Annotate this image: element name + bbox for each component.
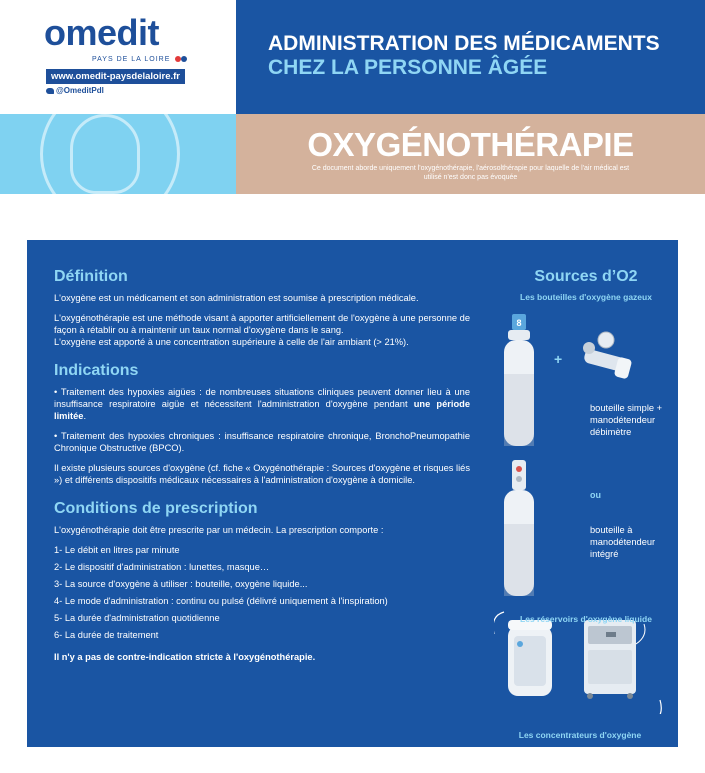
- indications-section: [54, 362, 470, 486]
- definition-p1: L'oxygène est un médicament et son administration est soumise à prescription médicale.: [54, 293, 419, 303]
- oxygen-bottle-icon: [504, 314, 534, 446]
- topic-title: OXYGÉNOTHÉRAPIE: [307, 126, 634, 163]
- logo-region: [92, 56, 187, 63]
- website-link[interactable]: www.omedit-paysdelaloire.fr: [46, 69, 185, 84]
- indications-p1-bold: une période limitée: [54, 399, 470, 421]
- twitter-icon: [46, 88, 54, 94]
- indications-p1-end: .: [83, 411, 87, 421]
- definition-p2: L'oxygénothérapie est une méthode visant à apporter artificiellement de l'oxygène à une personne de façon à rétablir ou à maintenir un taux normal d'oxygène dans le sang.: [54, 313, 470, 335]
- conditions-item: 2- Le dispositif d'administration : lunettes, masque…: [54, 562, 270, 572]
- title-banner: [236, 0, 705, 114]
- plus-sign: +: [554, 351, 563, 367]
- definition-p3: L'oxygène est apporté à une concentration supérieure à celle de l'air ambiant (> 21%).: [54, 337, 409, 347]
- title-line-2: CHEZ LA PERSONNE ÂGÉE: [268, 56, 548, 79]
- liquid-reservoirs-label: Les réservoirs d'oxygène liquide: [520, 614, 652, 624]
- left-column: [54, 268, 470, 673]
- conditions-item: 6- La durée de traitement: [54, 630, 159, 640]
- omedit-logo: omedit: [44, 12, 160, 53]
- indications-p3: Il existe plusieurs sources d'oxygène (cf. fiche « Oxygénothérapie : Sources d'oxygène et risques liés ») et différents dispositifs médicaux nécessaires à l'administration d'oxygène à domicile.: [54, 463, 470, 485]
- conditions-item: 1- Le débit en litres par minute: [54, 545, 180, 555]
- indications-p1: [54, 386, 470, 422]
- bottle2-description: bouteille à manodétendeur intégré: [590, 525, 656, 559]
- conditions-item: 5- La durée d'administration quotidienne: [54, 613, 220, 623]
- oxygen-bottle-integrated-icon: [504, 460, 534, 596]
- definition-section: [54, 268, 470, 348]
- logo-region-text: PAYS DE LA LOIRE: [92, 56, 171, 63]
- title-line-1: ADMINISTRATION DES MÉDICAMENTS: [268, 32, 660, 55]
- concentrators-label: Les concentrateurs d'oxygène: [518, 730, 642, 740]
- or-label: ou: [590, 490, 601, 500]
- definition-heading: Définition: [54, 268, 128, 285]
- right-column: [494, 268, 678, 740]
- decorative-band: [0, 114, 236, 194]
- oxygen-concentrator-icon: [584, 620, 645, 699]
- conditions-item: 3- La source d'oxygène à utiliser : bouteille, oxygène liquide...: [54, 579, 308, 589]
- conditions-note: Il n'y a pas de contre-indication stricte à l'oxygénothérapie.: [54, 652, 316, 662]
- region-dot-blue: [181, 56, 187, 62]
- concentrator-arrow: [644, 700, 661, 714]
- indications-heading: Indications: [54, 362, 139, 379]
- gas-bottles-label: Les bouteilles d'oxygène gazeux: [520, 292, 652, 302]
- pressure-regulator-icon: [583, 332, 632, 379]
- bottle1-description: bouteille simple + manodétendeur débimètre: [590, 403, 663, 437]
- conditions-heading: Conditions de prescription: [54, 500, 258, 517]
- sources-illustrations: [494, 314, 678, 714]
- svg-text:8: 8: [516, 318, 522, 328]
- topic-banner: [236, 114, 705, 194]
- twitter-text: @OmeditPdl: [56, 86, 104, 95]
- decorative-drop-icon: [70, 114, 140, 194]
- indications-p2: • Traitement des hypoxies chroniques : insuffisance respiratoire chronique, BronchoPneumopathie Chronique Obstructive (BPCO).: [54, 431, 470, 453]
- twitter-handle[interactable]: [46, 86, 104, 95]
- conditions-intro: L'oxygénothérapie doit être prescrite par un médecin. La prescription comporte :: [54, 525, 384, 535]
- liquid-oxygen-reservoir-icon: [508, 620, 552, 696]
- topic-note: Ce document aborde uniquement l'oxygénothérapie, l'aérosolthérapie pour laquelle de l'air médical est utilisé n'est donc pas évoquée: [311, 165, 630, 181]
- content-panel: [27, 240, 678, 747]
- logo-area: [0, 0, 236, 114]
- conditions-section: [54, 500, 470, 663]
- conditions-item: 4- Le mode d'administration : continu ou pulsé (délivré uniquement à l'inspiration): [54, 596, 388, 606]
- sources-heading: Sources d’O2: [534, 268, 638, 285]
- indications-p1-text: • Traitement des hypoxies aigües : de nombreuses situations cliniques peuvent donner lieu à une insuffisance respiratoire aigüe et nécessitent l'administration d'oxygène pendant: [54, 387, 470, 409]
